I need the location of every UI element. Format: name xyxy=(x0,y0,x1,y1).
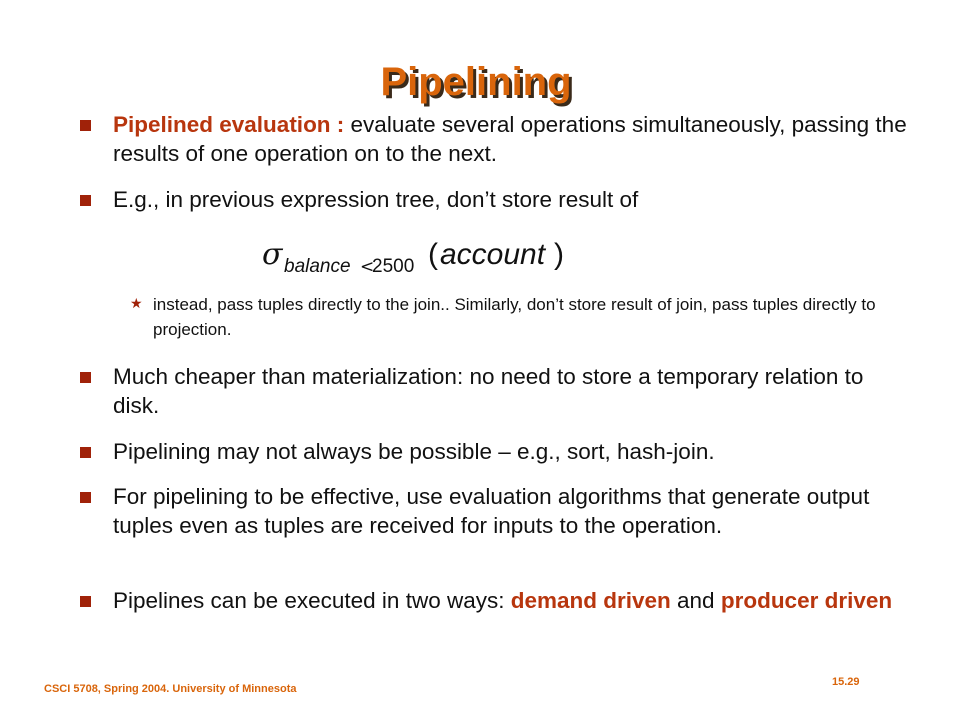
bullet-body: Pipelines can be executed in two ways: xyxy=(113,588,511,613)
bullet-body-middle: and xyxy=(670,588,721,613)
square-bullet-icon xyxy=(80,120,91,131)
bullet-cheaper xyxy=(80,362,910,420)
producer-driven-highlight: producer driven xyxy=(720,588,893,613)
square-bullet-icon xyxy=(80,492,91,503)
square-bullet-icon xyxy=(80,372,91,383)
bullet-effective xyxy=(80,482,910,540)
bullet-text: Much cheaper than materialization: no need to store a temporary relation to disk. xyxy=(113,364,864,418)
formula-subscript-attribute: balance xyxy=(284,256,351,277)
formula-subscript-operator: < xyxy=(360,257,375,277)
demand-driven-highlight: demand driven xyxy=(510,588,671,613)
formula-open-paren: ( xyxy=(428,238,438,271)
bullet-text xyxy=(113,110,910,168)
subbullet-instead xyxy=(130,292,910,342)
bullet-text: Pipelining may not always be possible – e.g., sort, hash-join. xyxy=(113,439,715,464)
bullet-body: evaluate several operations simultaneously, passing the results of one operation on to the next. xyxy=(113,112,907,166)
bullet-highlight: Pipelined evaluation : xyxy=(113,112,345,137)
bullet-text: E.g., in previous expression tree, don’t store result of xyxy=(113,187,639,212)
bullet-two-ways xyxy=(80,586,910,615)
footer-course: CSCI 5708, Spring 2004. University of Minnesota xyxy=(44,683,297,695)
sigma-symbol: σ xyxy=(262,237,283,272)
square-bullet-icon xyxy=(80,596,91,607)
bullet-text xyxy=(113,586,910,615)
selection-formula xyxy=(262,232,582,280)
bullet-pipelined-evaluation xyxy=(80,110,910,168)
square-bullet-icon xyxy=(80,195,91,206)
subbullet-text: instead, pass tuples directly to the join.. Similarly, don’t store result of join, pass tuples directly to projection. xyxy=(153,295,876,339)
formula-subscript-value: 2500 xyxy=(372,256,415,277)
slide-title: Pipelining xyxy=(380,60,572,104)
formula-relation: account xyxy=(440,238,546,271)
star-bullet-icon: ★ xyxy=(130,295,143,311)
square-bullet-icon xyxy=(80,447,91,458)
bullet-example xyxy=(80,185,910,214)
formula-close-paren: ) xyxy=(554,238,564,271)
page-number: 15.29 xyxy=(832,676,860,688)
bullet-not-always-possible xyxy=(80,437,910,466)
bullet-text: For pipelining to be effective, use evaluation algorithms that generate output tuples even as tuples are received for inputs to the operation. xyxy=(113,484,870,538)
